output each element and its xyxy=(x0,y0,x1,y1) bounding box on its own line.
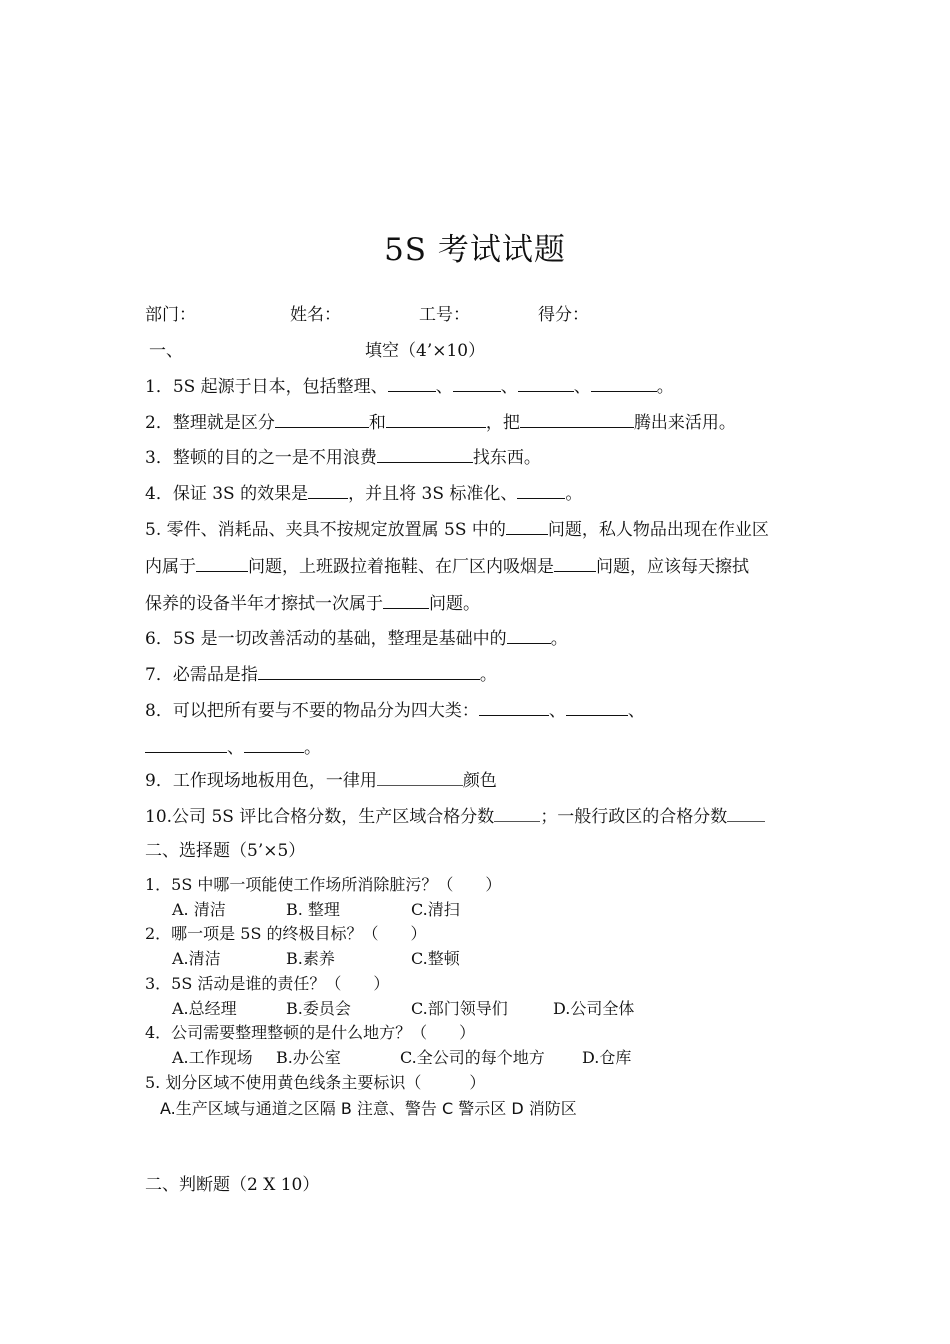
fill-question-3: 3．整顿的目的之一是不用浪费 找东西。 xyxy=(145,448,541,468)
fill-question-5-line1: 5. 零件、消耗品、夹具不按规定放置属 5S 中的 问题，私人物品出现在作业区 xyxy=(145,520,769,540)
choice-question-4: 4．公司需要整理整顿的是什么地方？（ ） xyxy=(145,1023,476,1042)
section1-heading xyxy=(149,336,485,361)
answer-blank[interactable] xyxy=(520,412,634,428)
answer-blank[interactable] xyxy=(453,376,501,392)
answer-blank[interactable] xyxy=(518,376,574,392)
answer-blank[interactable] xyxy=(517,483,565,499)
choice-options-5[interactable]: A.生产区域与通道之区隔 B 注意、警告 C 警示区 D 消防区 xyxy=(160,1099,577,1118)
section3-heading: 二、判断题（2 X 10） xyxy=(145,1175,320,1195)
option-c[interactable]: C.部门领导们 xyxy=(411,999,508,1018)
option-c[interactable]: C.整顿 xyxy=(411,949,460,968)
fill-question-8-line1: 8．可以把所有要与不要的物品分为四大类： 、 、 xyxy=(145,701,645,721)
answer-blank[interactable] xyxy=(275,412,369,428)
id-label: 工号： xyxy=(419,305,470,325)
answer-blank[interactable] xyxy=(377,447,473,463)
option-d[interactable]: D.仓库 xyxy=(582,1048,632,1067)
choice-question-5: 5. 划分区域不使用黄色线条主要标识（ ） xyxy=(145,1073,486,1092)
answer-blank[interactable] xyxy=(258,664,480,680)
option-c[interactable]: C.清扫 xyxy=(411,900,460,919)
fill-question-7: 7．必需品是指 。 xyxy=(145,665,497,685)
answer-blank[interactable] xyxy=(196,556,248,572)
fill-question-5-line2: 内属于 问题，上班趿拉着拖鞋、在厂区内吸烟是 问题，应该每天擦拭 xyxy=(145,557,749,577)
score-label: 得分： xyxy=(538,305,589,325)
option-b[interactable]: B.素养 xyxy=(286,949,335,968)
choice-question-2: 2．哪一项是 5S 的终极目标？（ ） xyxy=(145,924,427,943)
fill-question-2: 2．整理就是区分 和 ，把 腾出来活用。 xyxy=(145,413,736,433)
fill-question-8-line2: 、 。 xyxy=(145,733,321,758)
fill-question-6: 6．5S 是一切改善活动的基础，整理是基础中的 。 xyxy=(145,629,568,649)
answer-blank[interactable] xyxy=(494,806,540,822)
section2-heading: 二、选择题（5’×5） xyxy=(145,841,306,861)
department-label: 部门： xyxy=(145,305,196,325)
name-label: 姓名： xyxy=(290,305,341,325)
section1-title: 填空（4’×10） xyxy=(365,341,486,361)
page-title: 5S 考试试题 xyxy=(384,232,566,268)
choice-options-1 xyxy=(172,897,460,920)
answer-blank[interactable] xyxy=(591,376,657,392)
answer-blank[interactable] xyxy=(377,770,463,786)
fill-question-5-line3: 保养的设备半年才擦拭一次属于 问题。 xyxy=(145,594,480,614)
answer-blank[interactable] xyxy=(479,700,549,716)
answer-blank[interactable] xyxy=(727,806,765,822)
option-d[interactable]: D.公司全体 xyxy=(553,999,635,1018)
answer-blank[interactable] xyxy=(386,412,486,428)
option-a[interactable]: A.清洁 xyxy=(172,949,221,968)
choice-options-4 xyxy=(172,1045,631,1068)
choice-question-1: 1．5S 中哪一项能使工作场所消除脏污？（ ） xyxy=(145,875,502,894)
answer-blank[interactable] xyxy=(566,700,628,716)
header-row xyxy=(145,300,589,325)
option-a[interactable]: A.总经理 xyxy=(172,999,237,1018)
answer-blank[interactable] xyxy=(145,737,227,753)
option-a[interactable]: A. 清洁 xyxy=(172,900,226,919)
answer-blank[interactable] xyxy=(507,628,551,644)
fill-question-10: 10.公司 5S 评比合格分数，生产区域合格分数 ；一般行政区的合格分数 xyxy=(145,802,765,827)
option-b[interactable]: B. 整理 xyxy=(286,900,340,919)
answer-blank[interactable] xyxy=(506,519,548,535)
answer-blank[interactable] xyxy=(554,556,596,572)
choice-options-3 xyxy=(172,996,634,1019)
choice-question-3: 3．5S 活动是谁的责任？（ ） xyxy=(145,974,390,993)
answer-blank[interactable] xyxy=(308,483,348,499)
fill-question-9: 9．工作现场地板用色，一律用 颜色 xyxy=(145,771,497,791)
fill-question-4: 4．保证 3S 的效果是 ，并且将 3S 标准化、 。 xyxy=(145,484,583,504)
option-a[interactable]: A.工作现场 xyxy=(172,1048,253,1067)
answer-blank[interactable] xyxy=(388,376,436,392)
option-b[interactable]: B.办公室 xyxy=(276,1048,341,1067)
answer-blank[interactable] xyxy=(383,593,429,609)
option-c[interactable]: C.全公司的每个地方 xyxy=(400,1048,545,1067)
section1-number: 一、 xyxy=(149,341,183,361)
option-b[interactable]: B.委员会 xyxy=(286,999,351,1018)
choice-options-2 xyxy=(172,946,460,969)
fill-question-1: 1．5S 起源于日本，包括整理、 、 、 、 。 xyxy=(145,377,674,397)
answer-blank[interactable] xyxy=(244,737,304,753)
